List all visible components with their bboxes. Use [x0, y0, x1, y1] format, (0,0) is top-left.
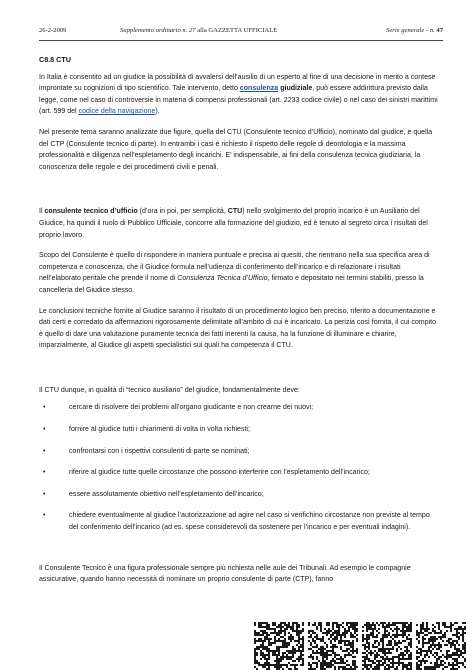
codice-navigazione-link[interactable]: codice della navigazione [78, 108, 156, 116]
duty-text: fornire al giudice tutti i chiarimenti di volta in volta richiesti; [69, 426, 250, 434]
ctu-text-3: ) nello svolgimento del proprio incarico è un Ausiliario del Giudice, ha quindi il ruolo di Pubblico Ufficiale, concorre alla formazione del giudizio, ed è tenuto al segreto circa i risultati del proprio lavoro. [39, 208, 428, 239]
paragraph-scope [39, 250, 441, 296]
scope-text-2: , firmato e depositato nei termini stabiliti, presso la cancelleria del Giudice stesso. [39, 275, 424, 294]
qr-code-icon [254, 622, 304, 670]
document-body [39, 54, 441, 595]
duty-text: chiedere eventualmente al giudice l’autorizzazione ad agire nel caso si verifichino circostanze non previste al tempo del conferimento dell’incarico (ad es. spese considerevoli da sostenere per l’incarico e per eventuali indagini). [69, 512, 430, 532]
duty-item [39, 424, 441, 436]
bullet-icon: • [43, 469, 46, 477]
ctu-bold-term: consulente tecnico d’ufficio [44, 208, 138, 216]
header-publication [120, 27, 277, 34]
duty-item [39, 489, 441, 501]
qr-code-icon [308, 622, 358, 670]
paragraph-ct-professional: Il Consulente Tecnico è una figura professionale sempre più richiesta nelle aule dei Tribunali. Ad esempio le compagnie assicurative, quando hanno necessità di nominare un proprio consulente di parte (CTP), fanno [39, 564, 411, 584]
intro-text-2: , può essere addirittura previsto dalla legge, come nel caso di controversie in materia di compensi professionali (art. 2233 codice civile) o nel caso dei sinistri marittimi (art. 599 del [39, 85, 438, 116]
intro-bold-giudiziale: giudiziale [280, 85, 313, 93]
consulenza-link[interactable]: consulenza [239, 85, 279, 93]
bullet-icon: • [43, 426, 46, 434]
ctu-text-2: (d’ora in poi, per semplicità, [137, 208, 228, 216]
ctu-bold-abbr: CTU [227, 208, 243, 216]
paragraph-ctu-definition [39, 206, 441, 241]
header-series [386, 27, 443, 34]
duty-text: essere assolutamente obiettivo nell’espletamento dell’incarico; [69, 490, 264, 498]
qr-code-strip [254, 622, 464, 670]
paragraph-figures: Nel presente tema saranno analizzate due figure, quella del CTU (Consulente tecnico d’Ufficio), nominato dal giudice, e quella del CTP (Consulente tecnico di parte). In entrambi i casi è richiesto il rispetto delle regole di deontologia e la massima professionalità e diligenza nell’espletamento degli incarichi. E’ indispensabile, ai fini della consulenza tecnica giudiziaria, la conoscenza delle regole e dei procedimenti civili e penali. [39, 128, 433, 171]
paragraph-conclusions: Le conclusioni tecniche fornite al Giudice saranno il risultato di un procedimento logico ben preciso, riferito a documentazione e dati certi e corredato da affermazioni rigorosamente delimitate all’ambito di cui è incaricato. La perizia così fornita, il cui compito è quello di dare una valutazione puramente tecnica dei fatti inerenti la causa, ha la funzione di illuminare e chiarire, imparzialmente, al Giudice gli aspetti specialistici sui quali ha competenza il CTU. [39, 307, 437, 350]
bullet-icon: • [43, 512, 46, 520]
section-title: C8.8 CTU [39, 55, 71, 64]
publication-name: GAZZETTA UFFICIALE [208, 27, 278, 34]
qr-code-icon [362, 622, 412, 670]
page-number: 47 [436, 27, 443, 34]
publication-issue: Supplemento ordinario n. 27 [120, 27, 196, 34]
page-header [39, 27, 443, 39]
duty-item [39, 402, 441, 414]
duties-list [39, 402, 441, 533]
duty-text: riferire al giudice tutte quelle circostanze che possono interferire con l’espletamento dell’incarico; [69, 469, 370, 477]
duty-text: cercare di risolvere dei problemi all’organo giudicante e non crearne dei nuovi; [69, 404, 314, 412]
intro-text-1: In Italia è consentito ad un giudice la possibilità di avvalersi dell’ausilio di un esperto al fine di una decisione in merito a contese improntate su cognizioni di tipo scientifico. Tale intervento, detto [39, 73, 436, 93]
scope-text-1: Scopo del Consulente è quello di rispondere in maniera puntuale e precisa ai quesiti, che rientrano nella sua specifica area di competenza e conoscenza, che il Giudice formula nell’udienza di conferimento dell’incarico e di relazionare i risultati nell’elaborato peritale che prende il nome di [39, 252, 430, 283]
header-rule [39, 40, 443, 41]
series-label: Serie generale - n. [386, 27, 437, 34]
bullet-icon: • [43, 447, 46, 455]
publication-connector: alla [195, 27, 209, 34]
intro-text-3: ). [155, 108, 160, 116]
scope-italic-term: Consulenza Tecnica d’Ufficio [177, 275, 268, 283]
paragraph-intro [39, 72, 441, 118]
qr-code-icon [416, 622, 466, 670]
duty-text: confrontarsi con i rispettivi consulenti di parte se nominati; [69, 447, 250, 455]
bullet-icon: • [43, 490, 46, 498]
ctu-text-1: Il [39, 208, 45, 216]
duty-item [39, 510, 441, 533]
duty-item [39, 446, 441, 458]
paragraph-duties-intro: Il CTU dunque, in qualità di “tecnico ausiliario” del giudice, fondamentalmente deve: [39, 386, 300, 394]
header-date: 26-2-2009 [39, 27, 67, 34]
duty-item [39, 467, 441, 479]
bullet-icon: • [43, 404, 46, 412]
